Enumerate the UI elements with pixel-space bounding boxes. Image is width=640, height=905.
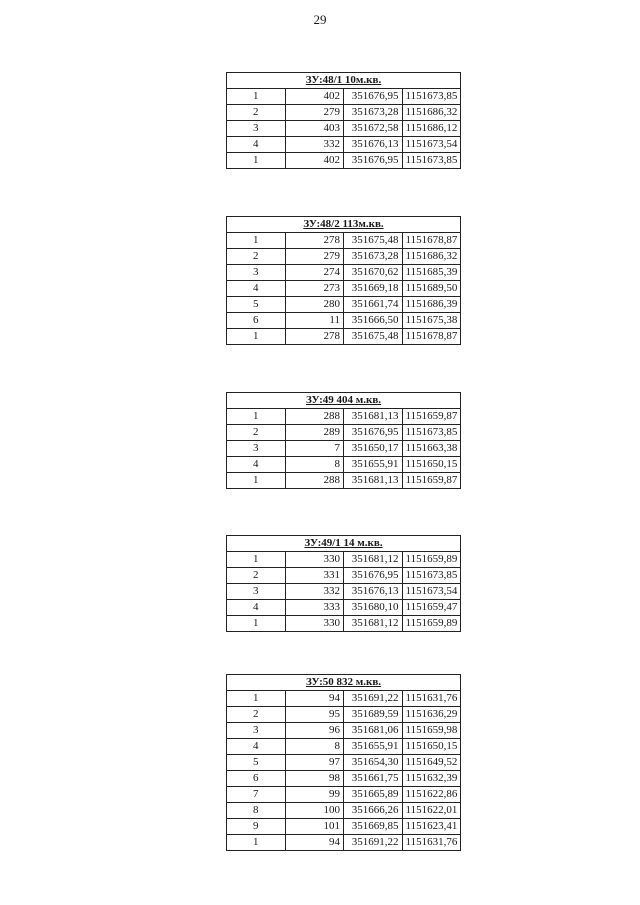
table-row bbox=[227, 233, 461, 249]
x-coordinate: 351676,95 bbox=[344, 89, 403, 105]
table-row bbox=[227, 457, 461, 473]
row-number: 1 bbox=[227, 329, 286, 345]
x-coordinate: 351676,95 bbox=[344, 153, 403, 169]
row-number: 4 bbox=[227, 739, 286, 755]
x-coordinate: 351681,06 bbox=[344, 723, 403, 739]
row-number: 5 bbox=[227, 297, 286, 313]
x-coordinate: 351691,22 bbox=[344, 835, 403, 851]
row-number: 1 bbox=[227, 473, 286, 489]
y-coordinate: 1151650,15 bbox=[402, 457, 461, 473]
x-coordinate: 351672,58 bbox=[344, 121, 403, 137]
y-coordinate: 1151673,85 bbox=[402, 89, 461, 105]
y-coordinate: 1151678,87 bbox=[402, 233, 461, 249]
x-coordinate: 351676,95 bbox=[344, 568, 403, 584]
row-number: 3 bbox=[227, 584, 286, 600]
x-coordinate: 351691,22 bbox=[344, 691, 403, 707]
x-coordinate: 351661,75 bbox=[344, 771, 403, 787]
y-coordinate: 1151673,54 bbox=[402, 137, 461, 153]
table-row bbox=[227, 297, 461, 313]
table-title: ЗУ:48/2 113м.кв. bbox=[227, 217, 461, 233]
table-row bbox=[227, 281, 461, 297]
row-number: 2 bbox=[227, 568, 286, 584]
point-number: 333 bbox=[285, 600, 344, 616]
row-number: 6 bbox=[227, 771, 286, 787]
y-coordinate: 1151636,29 bbox=[402, 707, 461, 723]
table-row bbox=[227, 835, 461, 851]
row-number: 3 bbox=[227, 441, 286, 457]
table-title: ЗУ:49/1 14 м.кв. bbox=[227, 536, 461, 552]
y-coordinate: 1151686,12 bbox=[402, 121, 461, 137]
point-number: 101 bbox=[285, 819, 344, 835]
x-coordinate: 351654,30 bbox=[344, 755, 403, 771]
row-number: 9 bbox=[227, 819, 286, 835]
table-row bbox=[227, 153, 461, 169]
point-number: 403 bbox=[285, 121, 344, 137]
y-coordinate: 1151659,98 bbox=[402, 723, 461, 739]
x-coordinate: 351650,17 bbox=[344, 441, 403, 457]
x-coordinate: 351675,48 bbox=[344, 233, 403, 249]
y-coordinate: 1151622,01 bbox=[402, 803, 461, 819]
point-number: 402 bbox=[285, 89, 344, 105]
row-number: 3 bbox=[227, 121, 286, 137]
x-coordinate: 351666,26 bbox=[344, 803, 403, 819]
x-coordinate: 351669,18 bbox=[344, 281, 403, 297]
point-number: 99 bbox=[285, 787, 344, 803]
point-number: 96 bbox=[285, 723, 344, 739]
point-number: 94 bbox=[285, 691, 344, 707]
y-coordinate: 1151663,38 bbox=[402, 441, 461, 457]
y-coordinate: 1151659,89 bbox=[402, 552, 461, 568]
y-coordinate: 1151659,87 bbox=[402, 473, 461, 489]
point-number: 330 bbox=[285, 552, 344, 568]
y-coordinate: 1151650,15 bbox=[402, 739, 461, 755]
row-number: 1 bbox=[227, 616, 286, 632]
row-number: 4 bbox=[227, 457, 286, 473]
y-coordinate: 1151623,41 bbox=[402, 819, 461, 835]
y-coordinate: 1151659,87 bbox=[402, 409, 461, 425]
point-number: 332 bbox=[285, 137, 344, 153]
x-coordinate: 351681,12 bbox=[344, 616, 403, 632]
row-number: 5 bbox=[227, 755, 286, 771]
table-row bbox=[227, 819, 461, 835]
table-row bbox=[227, 409, 461, 425]
y-coordinate: 1151673,85 bbox=[402, 568, 461, 584]
row-number: 1 bbox=[227, 835, 286, 851]
point-number: 402 bbox=[285, 153, 344, 169]
point-number: 278 bbox=[285, 329, 344, 345]
table-row bbox=[227, 616, 461, 632]
point-number: 11 bbox=[285, 313, 344, 329]
point-number: 278 bbox=[285, 233, 344, 249]
point-number: 7 bbox=[285, 441, 344, 457]
table-row bbox=[227, 739, 461, 755]
table-row bbox=[227, 441, 461, 457]
row-number: 1 bbox=[227, 89, 286, 105]
y-coordinate: 1151631,76 bbox=[402, 691, 461, 707]
x-coordinate: 351669,85 bbox=[344, 819, 403, 835]
y-coordinate: 1151622,86 bbox=[402, 787, 461, 803]
x-coordinate: 351681,13 bbox=[344, 409, 403, 425]
table-row bbox=[227, 600, 461, 616]
row-number: 2 bbox=[227, 707, 286, 723]
page-number: 29 bbox=[313, 12, 327, 27]
table-row bbox=[227, 105, 461, 121]
coords-table-zu-49-1 bbox=[226, 535, 461, 632]
y-coordinate: 1151659,89 bbox=[402, 616, 461, 632]
x-coordinate: 351681,13 bbox=[344, 473, 403, 489]
x-coordinate: 351680,10 bbox=[344, 600, 403, 616]
table-title: ЗУ:48/1 10м.кв. bbox=[227, 73, 461, 89]
y-coordinate: 1151686,32 bbox=[402, 249, 461, 265]
point-number: 279 bbox=[285, 105, 344, 121]
row-number: 2 bbox=[227, 105, 286, 121]
point-number: 331 bbox=[285, 568, 344, 584]
x-coordinate: 351670,62 bbox=[344, 265, 403, 281]
row-number: 1 bbox=[227, 552, 286, 568]
y-coordinate: 1151673,85 bbox=[402, 425, 461, 441]
table-row bbox=[227, 707, 461, 723]
y-coordinate: 1151631,76 bbox=[402, 835, 461, 851]
x-coordinate: 351655,91 bbox=[344, 739, 403, 755]
x-coordinate: 351661,74 bbox=[344, 297, 403, 313]
table-row bbox=[227, 755, 461, 771]
point-number: 8 bbox=[285, 739, 344, 755]
x-coordinate: 351665,89 bbox=[344, 787, 403, 803]
x-coordinate: 351676,13 bbox=[344, 584, 403, 600]
point-number: 98 bbox=[285, 771, 344, 787]
row-number: 1 bbox=[227, 233, 286, 249]
y-coordinate: 1151673,54 bbox=[402, 584, 461, 600]
row-number: 4 bbox=[227, 600, 286, 616]
table-row bbox=[227, 249, 461, 265]
x-coordinate: 351666,50 bbox=[344, 313, 403, 329]
point-number: 8 bbox=[285, 457, 344, 473]
y-coordinate: 1151678,87 bbox=[402, 329, 461, 345]
table-row bbox=[227, 89, 461, 105]
table-row bbox=[227, 473, 461, 489]
row-number: 3 bbox=[227, 265, 286, 281]
x-coordinate: 351681,12 bbox=[344, 552, 403, 568]
table-title: ЗУ:50 832 м.кв. bbox=[227, 675, 461, 691]
x-coordinate: 351676,95 bbox=[344, 425, 403, 441]
y-coordinate: 1151685,39 bbox=[402, 265, 461, 281]
point-number: 94 bbox=[285, 835, 344, 851]
row-number: 6 bbox=[227, 313, 286, 329]
point-number: 273 bbox=[285, 281, 344, 297]
table-row bbox=[227, 568, 461, 584]
table-row bbox=[227, 723, 461, 739]
y-coordinate: 1151686,39 bbox=[402, 297, 461, 313]
y-coordinate: 1151649,52 bbox=[402, 755, 461, 771]
point-number: 95 bbox=[285, 707, 344, 723]
point-number: 289 bbox=[285, 425, 344, 441]
x-coordinate: 351655,91 bbox=[344, 457, 403, 473]
coords-table-zu-49 bbox=[226, 392, 461, 489]
table-row bbox=[227, 425, 461, 441]
y-coordinate: 1151675,38 bbox=[402, 313, 461, 329]
row-number: 2 bbox=[227, 249, 286, 265]
row-number: 4 bbox=[227, 281, 286, 297]
y-coordinate: 1151673,85 bbox=[402, 153, 461, 169]
row-number: 8 bbox=[227, 803, 286, 819]
row-number: 1 bbox=[227, 153, 286, 169]
point-number: 100 bbox=[285, 803, 344, 819]
row-number: 4 bbox=[227, 137, 286, 153]
table-row bbox=[227, 803, 461, 819]
coords-table-zu-48-1 bbox=[226, 72, 461, 169]
y-coordinate: 1151689,50 bbox=[402, 281, 461, 297]
table-row bbox=[227, 584, 461, 600]
table-row bbox=[227, 691, 461, 707]
row-number: 7 bbox=[227, 787, 286, 803]
y-coordinate: 1151659,47 bbox=[402, 600, 461, 616]
point-number: 332 bbox=[285, 584, 344, 600]
point-number: 330 bbox=[285, 616, 344, 632]
table-row bbox=[227, 329, 461, 345]
row-number: 1 bbox=[227, 409, 286, 425]
point-number: 288 bbox=[285, 473, 344, 489]
table-row bbox=[227, 137, 461, 153]
table-row bbox=[227, 787, 461, 803]
point-number: 274 bbox=[285, 265, 344, 281]
point-number: 97 bbox=[285, 755, 344, 771]
x-coordinate: 351673,28 bbox=[344, 105, 403, 121]
point-number: 280 bbox=[285, 297, 344, 313]
table-row bbox=[227, 313, 461, 329]
x-coordinate: 351673,28 bbox=[344, 249, 403, 265]
row-number: 3 bbox=[227, 723, 286, 739]
point-number: 279 bbox=[285, 249, 344, 265]
coords-table-zu-48-2 bbox=[226, 216, 461, 345]
x-coordinate: 351689,59 bbox=[344, 707, 403, 723]
x-coordinate: 351675,48 bbox=[344, 329, 403, 345]
coords-table-zu-50 bbox=[226, 674, 461, 851]
y-coordinate: 1151686,32 bbox=[402, 105, 461, 121]
y-coordinate: 1151632,39 bbox=[402, 771, 461, 787]
table-title: ЗУ:49 404 м.кв. bbox=[227, 393, 461, 409]
table-row bbox=[227, 771, 461, 787]
point-number: 288 bbox=[285, 409, 344, 425]
table-row bbox=[227, 121, 461, 137]
table-row bbox=[227, 265, 461, 281]
row-number: 1 bbox=[227, 691, 286, 707]
table-row bbox=[227, 552, 461, 568]
row-number: 2 bbox=[227, 425, 286, 441]
x-coordinate: 351676,13 bbox=[344, 137, 403, 153]
